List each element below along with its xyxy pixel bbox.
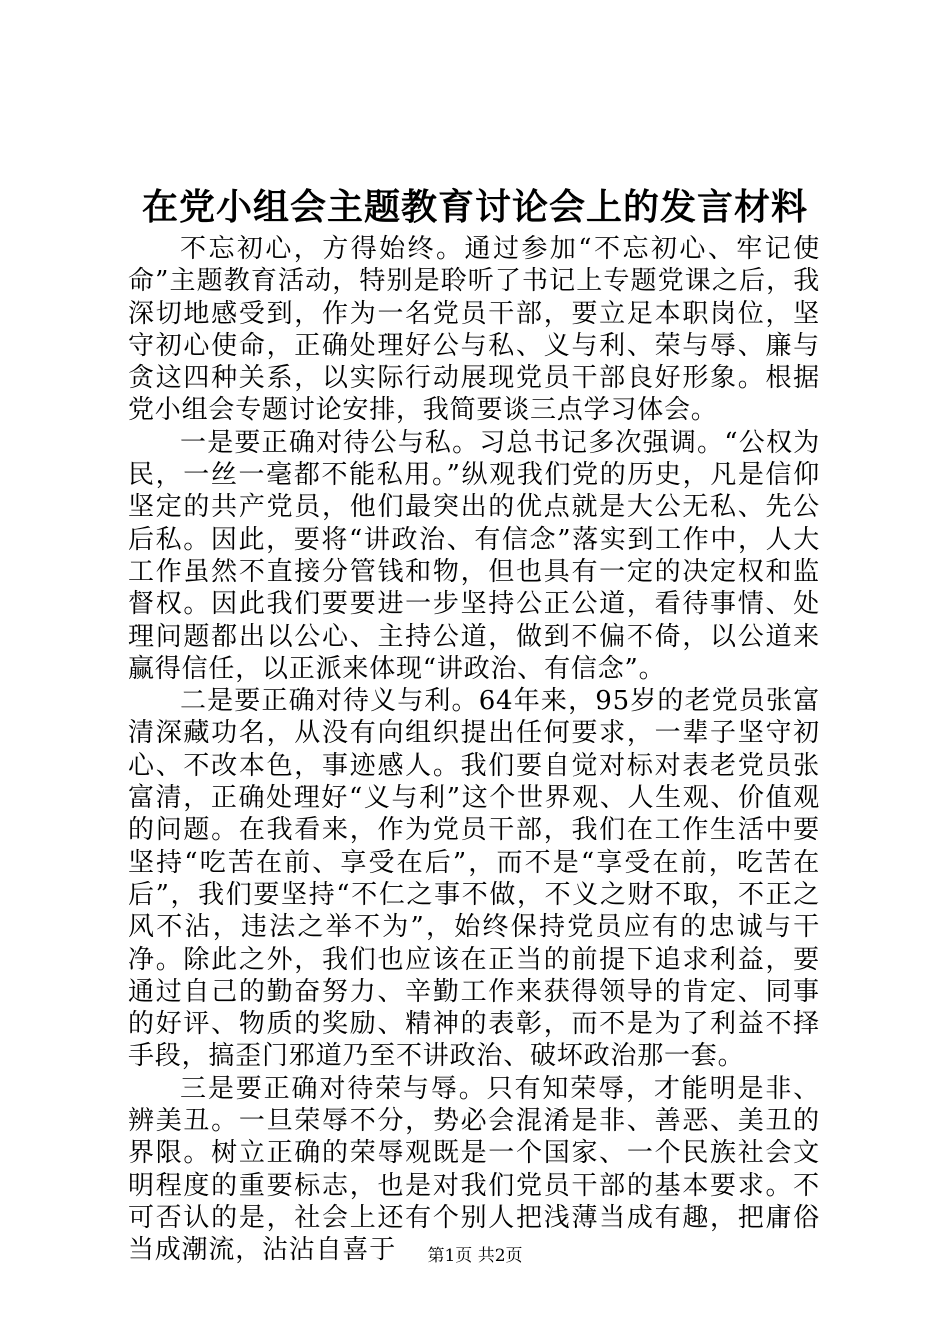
- paragraph-righteousness-profit: 二是要正确对待义与利。64年来，95岁的老党员张富清深藏功名，从没有向组织提出任何要求，一辈子坚守初心、不改本色，事迹感人。我们要自觉对标对表老党员张富清，正确处理好“义与利”这个世界观、人生观、价值观的问题。在我看来，作为党员干部，我们在工作生活中要坚持“吃苦在前、享受在后”，而不是“享受在前，吃苦在后”，我们要坚持“不仁之事不做，不义之财不取，不正之风不沾，违法之举不为”，始终保持党员应有的忠诚与干净。除此之外，我们也应该在正当的前提下追求利益，要通过自己的勤奋努力、辛勤工作来获得领导的肯定、同事的好评、物质的奖励、精神的表彰，而不是为了利益不择手段，搞歪门邪道乃至不讲政治、破坏政治那一套。: [128, 686, 820, 1072]
- document-body: [128, 233, 820, 1267]
- page-number-footer: 第1页 共2页: [427, 1246, 523, 1266]
- paragraph-honor-disgrace: 三是要正确对待荣与辱。只有知荣辱，才能明是非、辨美丑。一旦荣辱不分，势必会混淆是非、善恶、美丑的界限。树立正确的荣辱观既是一个国家、一个民族社会文明程度的重要标志，也是对我们党员干部的基本要求。不可否认的是，社会上还有个别人把浅薄当成有趣，把庸俗当成潮流，沾沾自喜于: [128, 1073, 820, 1266]
- paragraph-public-private: 一是要正确对待公与私。习总书记多次强调。“公权为民，一丝一毫都不能私用。”纵观我们党的历史，凡是信仰坚定的共产党员，他们最突出的优点就是大公无私、先公后私。因此，要将“讲政治、有信念”落实到工作中，人大工作虽然不直接分管钱和物，但也具有一定的决定权和监督权。因此我们要要进一步坚持公正公道，看待事情、处理问题都出以公心、主持公道，做到不偏不倚，以公道来赢得信任，以正派来体现“讲政治、有信念”。: [128, 427, 820, 684]
- page-title: 在党小组会主题教育讨论会上的发言材料: [141, 186, 808, 228]
- paragraph-intro: 不忘初心，方得始终。通过参加“不忘初心、牢记使命”主题教育活动，特别是聆听了书记上专题党课之后，我深切地感受到，作为一名党员干部，要立足本职岗位，坚守初心使命，正确处理好公与私、义与利、荣与辱、廉与贪这四种关系，以实际行动展现党员干部良好形象。根据党小组会专题讨论安排，我简要谈三点学习体会。: [128, 234, 820, 426]
